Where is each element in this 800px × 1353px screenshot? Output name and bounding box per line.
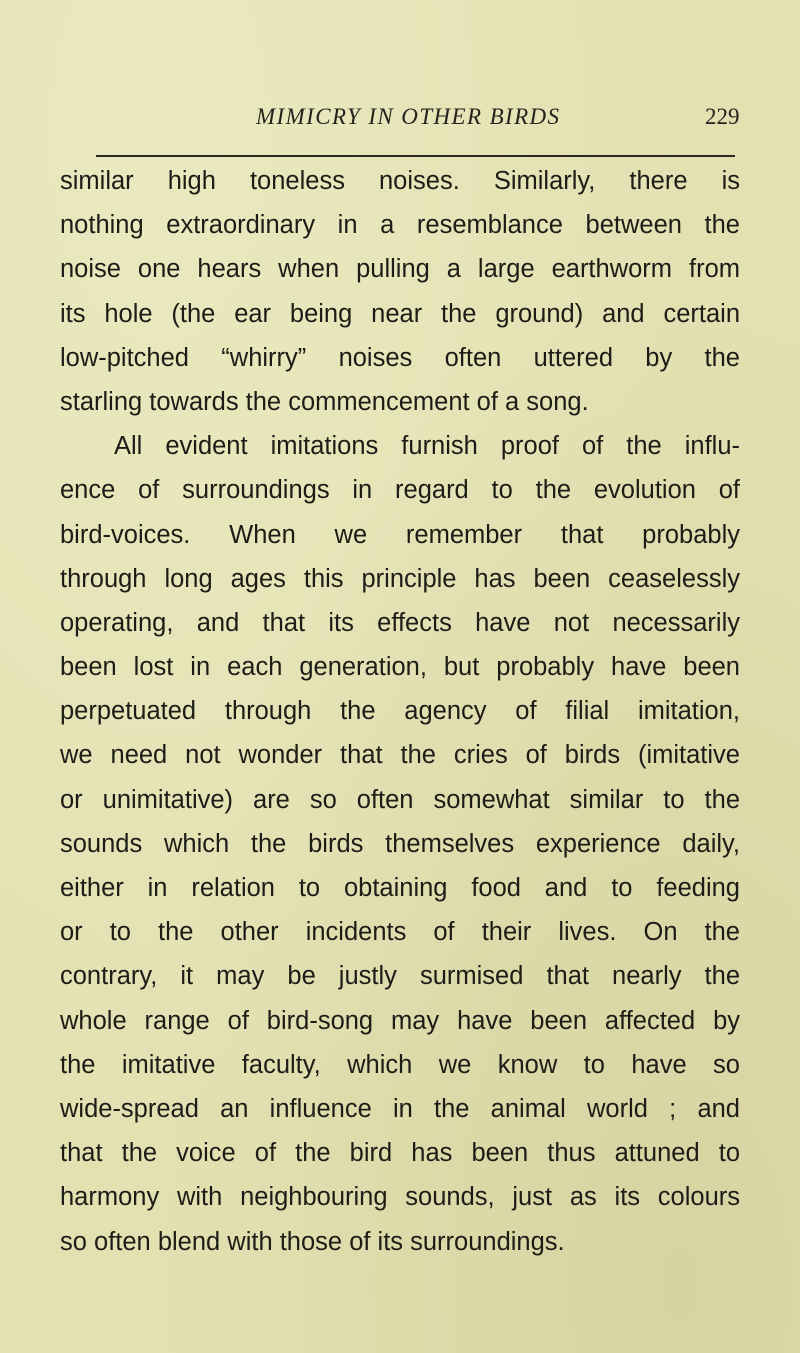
text-line: that the voice of the bird has been thus attuned to: [60, 1139, 740, 1168]
body-text: [60, 159, 740, 1264]
text-line: low-pitched “whirry” noises often uttered by the: [60, 343, 740, 372]
text-line: starling towards the commencement of a song.: [60, 387, 589, 416]
text-line: All evident imitations furnish proof of the influ-: [114, 432, 740, 461]
text-line: similar high toneless noises. Similarly, there is: [60, 167, 740, 195]
text-line: wide-spread an influence in the animal world ; and: [60, 1094, 740, 1123]
text-line: operating, and that its effects have not necessarily: [60, 608, 740, 637]
text-line: its hole (the ear being near the ground) and certain: [60, 299, 740, 328]
text-line: sounds which the birds themselves experience daily,: [60, 829, 740, 858]
text-line: bird-voices. When we remember that probably: [60, 520, 740, 549]
text-line: nothing extraordinary in a resemblance between the: [60, 211, 740, 240]
text-line: been lost in each generation, but probably have been: [60, 653, 740, 682]
text-line: so often blend with those of its surroundings.: [60, 1227, 565, 1256]
text-line: either in relation to obtaining food and to feeding: [60, 874, 740, 902]
running-head-title: MIMICRY IN OTHER BIRDS: [256, 104, 561, 129]
text-line: noise one hears when pulling a large earthworm from: [60, 255, 740, 284]
text-line: we need not wonder that the cries of birds (imitative: [60, 741, 740, 770]
text-line: or unimitative) are so often somewhat similar to the: [60, 785, 740, 814]
text-line: perpetuated through the agency of filial imitation,: [60, 697, 740, 726]
text-line: through long ages this principle has been ceaselessly: [60, 564, 740, 593]
text-line: whole range of bird-song may have been affected by: [60, 1006, 740, 1035]
text-line: the imitative faculty, which we know to have so: [60, 1050, 740, 1079]
text-line: harmony with neighbouring sounds, just as its colours: [60, 1183, 740, 1212]
header-rule: [96, 155, 735, 157]
text-line: contrary, it may be justly surmised that nearly the: [60, 962, 740, 991]
page-number: 229: [705, 104, 740, 129]
text-line: or to the other incidents of their lives. On the: [60, 918, 740, 947]
text-line: ence of surroundings in regard to the evolution of: [60, 476, 740, 505]
